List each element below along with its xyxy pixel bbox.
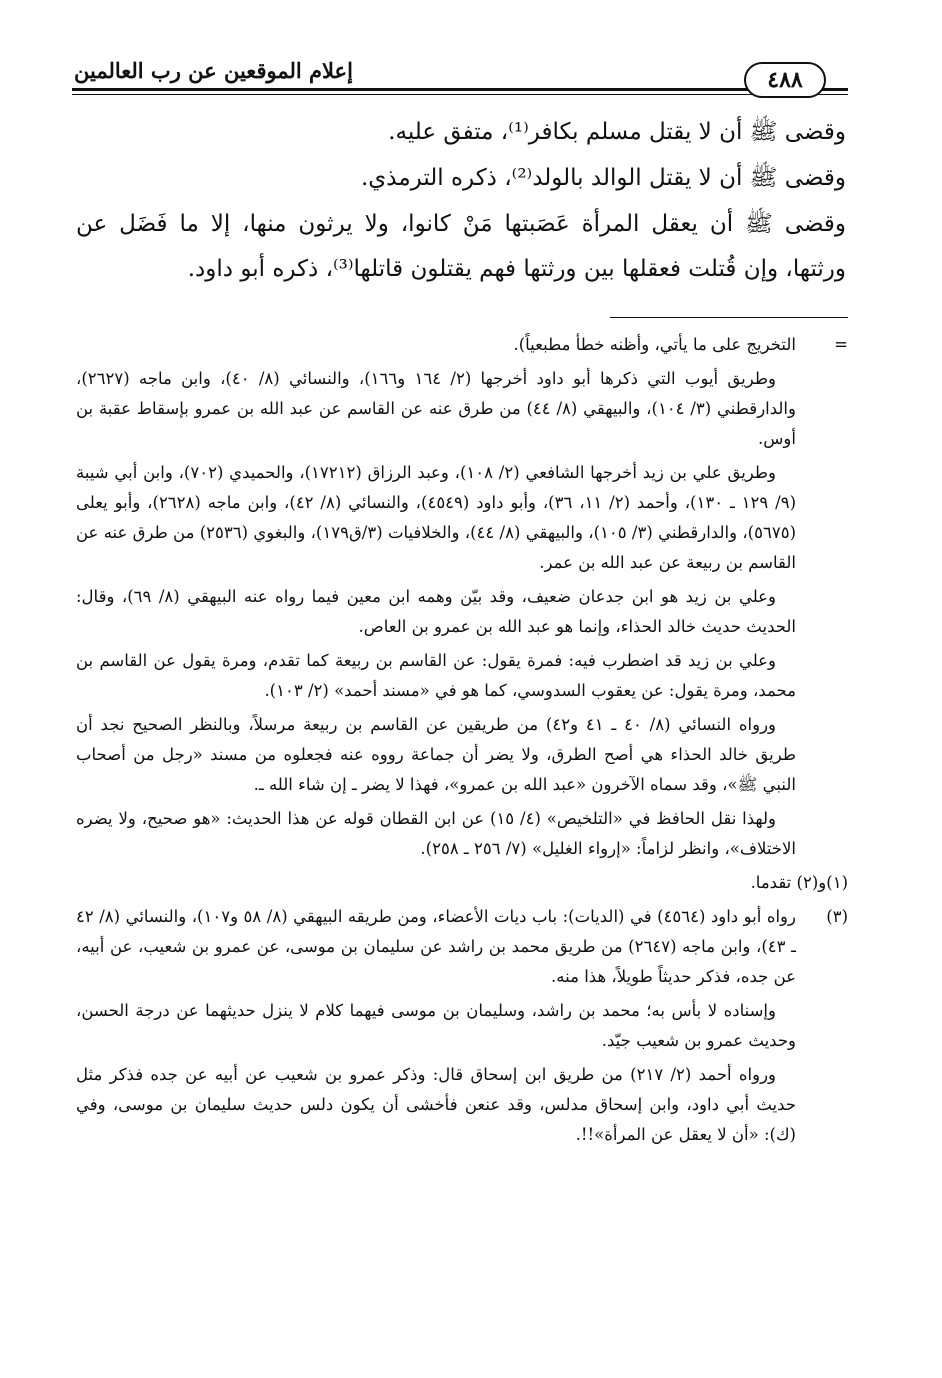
main-paragraph: وقضى ﷺ أن يعقل المرأة عَصَبتها مَنْ كانوا، ولا يرثون منها، إلا ما فَضَل عن ورثتها، وإن قُتلت فعقلها بين ورثتها فهم يقتلون قاتلها⁽³⁾، ذكره أبو داود. [76, 211, 846, 282]
footnote-paragraph: ورواه النسائي (٨/ ٤٠ ـ ٤١ و٤٢) من طريقين عن القاسم بن ربيعة مرسلاً، وبالنظر الصحيح نجد أن طريق خالد الحذاء هي أصح الطرق، ولا يضر أن جماعة رووه عنه فجعلوه من مسند «رجل من أصحاب النبي ﷺ»، وقد سماه الآخرون «عبد الله بن عمرو»، فهذا لا يضر ـ إن شاء الله ـ. [76, 715, 796, 794]
footnote-paragraph: وطريق أيوب التي ذكرها أبو داود أخرجها (٢/ ١٦٤ و١٦٦)، والنسائي (٨/ ٤٠)، وابن ماجه (٢٦٢٧)، والدارقطني (٣/ ١٠٤)، والبيهقي (٨/ ٤٤) من طرق عنه عن القاسم عن عبد الله بن عمرو بإسقاط عقبة بن أوس. [76, 369, 796, 448]
footnote-separator [610, 317, 848, 318]
running-title: إعلام الموقعين عن رب العالمين [74, 58, 353, 83]
header-rule-thin [72, 94, 848, 95]
footnote-3 [76, 902, 848, 992]
main-paragraph: وقضى ﷺ أن لا يقتل مسلم بكافر⁽¹⁾، متفق عليه. [388, 119, 846, 145]
footnote-continuation [76, 330, 848, 360]
footnote-paragraph: وطريق علي بن زيد أخرجها الشافعي (٢/ ١٠٨)، وعبد الرزاق (١٧٢١٢)، والحميدي (٧٠٢)، وابن أبي شيبة (٩/ ١٢٩ ـ ١٣٠)، وأحمد (٢/ ١١، ٣٦)، وأبو داود (٤٥٤٩)، والنسائي (٨/ ٤٢)، وابن ماجه (٢٦٢٨)، وأبو يعلى (٥٦٧٥)، والدارقطني (٣/ ١٠٥)، والبيهقي (٨/ ٤٤)، والخلافيات (٣/ق١٧٩)، والبغوي (٢٥٣٦) من طرق عنه عن القاسم بن ربيعة عن عبد الله بن عمر. [76, 463, 797, 572]
header-rule [72, 88, 848, 91]
footnote-paragraph: ورواه أحمد (٢/ ٢١٧) من طريق ابن إسحاق قال: وذكر عمرو بن شعيب عن أبيه عن جده فذكر مثل حديث أبي داود، وابن إسحاق مدلس، وقد عنعن فأخشى أن يكون دلس حديث سليمان بن موسى، وفي (ك): «أن لا يعقل عن المرأة»!!. [76, 1065, 796, 1144]
footnote-number: (٣) [826, 907, 848, 926]
main-paragraph: وقضى ﷺ أن لا يقتل الوالد بالولد⁽²⁾، ذكره الترمذي. [360, 165, 846, 191]
footnote-paragraph: وعلي بن زيد قد اضطرب فيه: فمرة يقول: عن القاسم بن ربيعة كما تقدم، ومرة يقول عن القاسم بن محمد، ومرة يقول: عن يعقوب السدوسي، كما هو في «مسند أحمد» (٢/ ١٠٣). [76, 651, 796, 700]
continuation-text: التخريج على ما يأتي، وأظنه خطأ مطبعياً). [513, 335, 796, 354]
page-header [72, 56, 848, 98]
footnotes [76, 330, 848, 1154]
continuation-mark: = [834, 335, 848, 354]
footnote-paragraph: وعلي بن زيد هو ابن جدعان ضعيف، وقد بيّن وهمه ابن معين فيما رواه عنه البيهقي (٨/ ٦٩)، وقال: الحديث حديث خالد الحذاء، وإنما هو عبد الله بن عمرو بن العاص. [76, 587, 796, 636]
footnote-paragraph: ولهذا نقل الحافظ في «التلخيص» (٤/ ١٥) عن ابن القطان قوله عن هذا الحديث: «هو صحيح، ولا يضره الاختلاف»، وانظر لزاماً: «إرواء الغليل» (٧/ ٢٥٦ ـ ٢٥٨). [76, 809, 796, 858]
footnote-3-text: رواه أبو داود (٤٥٦٤) في (الديات): باب ديات الأعضاء، ومن طريقه البيهقي (٨/ ٥٨ و١٠٧)، والنسائي (٨/ ٤٢ ـ ٤٣)، وابن ماجه (٢٦٤٧) من طريق محمد بن راشد عن سليمان بن موسى، عن عمرو بن شعيب، عن أبيه، عن جده، فذكر حديثاً طويلاً، هذا منه. [76, 907, 796, 986]
main-text [76, 110, 846, 293]
page-number: ٤٨٨ [744, 62, 826, 98]
footnote-1-2: (١)و(٢) تقدما. [750, 873, 848, 892]
footnote-paragraph: وإسناده لا بأس به؛ محمد بن راشد، وسليمان بن موسى فيهما كلام لا ينزل حديثهما عن درجة الحسن، وحديث عمرو بن شعيب جيّد. [76, 1001, 796, 1050]
